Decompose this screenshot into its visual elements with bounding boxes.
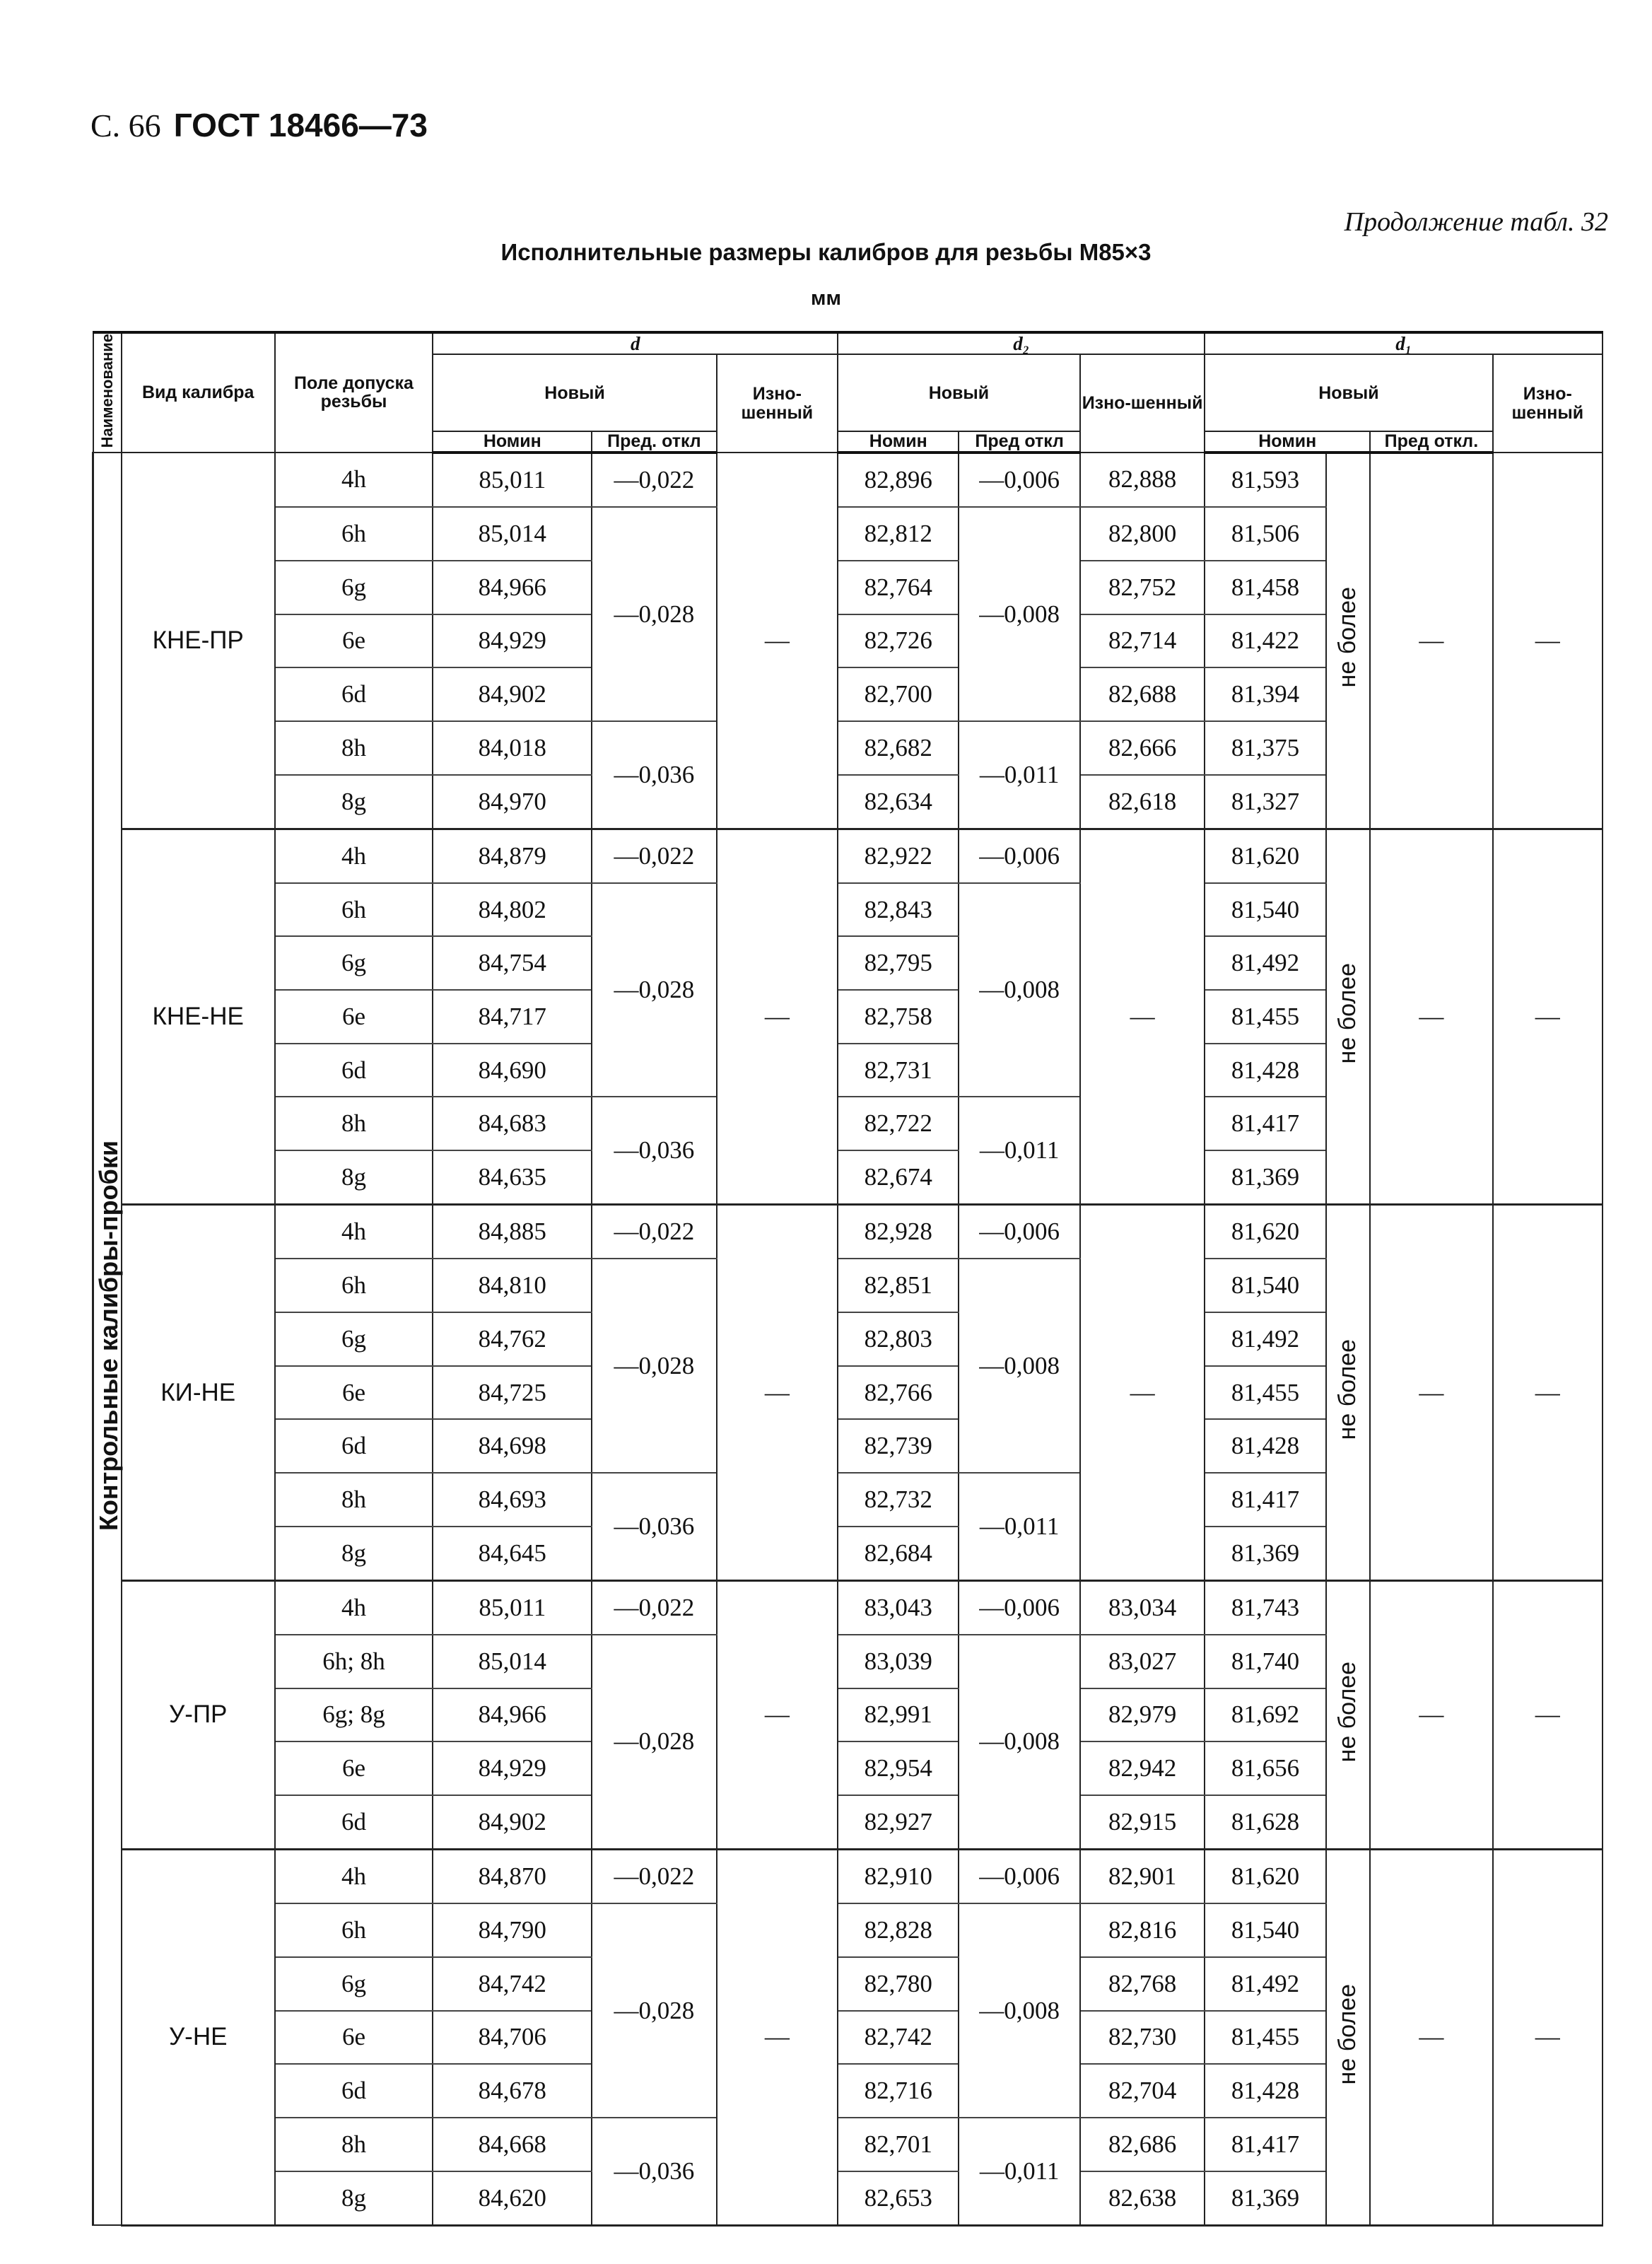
d2-nominal: 82,928 (838, 1205, 959, 1259)
not-more-note: не более (1326, 829, 1371, 1205)
d1-nominal: 81,692 (1205, 1688, 1325, 1742)
d-nominal: 84,966 (433, 561, 592, 614)
d1-deviation: — (1370, 1205, 1492, 1581)
d2-deviation: —0,008 (959, 883, 1079, 1097)
d-nominal: 84,693 (433, 1473, 592, 1527)
tolerance-field: 6h; 8h (275, 1635, 433, 1688)
d2-nominal: 82,896 (838, 453, 959, 507)
d-nominal: 84,790 (433, 1903, 592, 1957)
tolerance-field: 6h (275, 1259, 433, 1312)
d1-nominal: 81,540 (1205, 1903, 1325, 1957)
d-nominal: 84,879 (433, 829, 592, 883)
d1-nominal: 81,369 (1205, 2171, 1325, 2226)
d2-worn: 82,704 (1080, 2064, 1205, 2118)
d-worn: — (717, 829, 838, 1205)
d2-worn: 82,666 (1080, 721, 1205, 775)
d2-nominal: 82,795 (838, 936, 959, 990)
d2-worn: 82,942 (1080, 1741, 1205, 1795)
d-nominal: 84,668 (433, 2118, 592, 2171)
d1-nominal: 81,369 (1205, 1150, 1325, 1205)
d2-nominal: 82,812 (838, 507, 959, 561)
not-more-note: не более (1326, 1580, 1371, 1849)
d2-nominal: 82,922 (838, 829, 959, 883)
d1-nominal: 81,394 (1205, 667, 1325, 721)
d2-deviation: —0,006 (959, 1850, 1079, 1904)
d2-worn: 83,034 (1080, 1580, 1205, 1635)
d-nominal: 84,754 (433, 936, 592, 990)
d1-deviation: — (1370, 829, 1492, 1205)
d-deviation: —0,022 (592, 1580, 716, 1635)
d1-worn: — (1493, 1850, 1603, 2226)
d1-nominal: 81,327 (1205, 775, 1325, 829)
d-nominal: 85,014 (433, 1635, 592, 1688)
gauge-type: КНЕ-ПР (122, 453, 275, 829)
d2-nominal: 82,927 (838, 1795, 959, 1850)
tolerance-field: 8h (275, 1473, 433, 1527)
tolerance-field: 8h (275, 721, 433, 775)
table-title: Исполнительные размеры калибров для резьбы М85×3 (500, 239, 1152, 265)
d-deviation: —0,028 (592, 1903, 716, 2118)
d1-nominal: 81,743 (1205, 1580, 1325, 1635)
d2-worn: 82,816 (1080, 1903, 1205, 1957)
d1-nominal: 81,417 (1205, 1097, 1325, 1150)
tolerance-field: 6d (275, 667, 433, 721)
tolerance-field: 4h (275, 829, 433, 883)
d1-nominal: 81,428 (1205, 1044, 1325, 1097)
tolerance-field: 8g (275, 775, 433, 829)
d2-worn: 82,901 (1080, 1850, 1205, 1904)
table-body (93, 453, 1603, 2226)
column-header-d-new: Новый (433, 354, 716, 431)
d2-nominal: 82,634 (838, 775, 959, 829)
column-header-d1-deviation: Пред откл. (1370, 431, 1492, 452)
d-nominal: 84,870 (433, 1850, 592, 1904)
d2-worn: 82,688 (1080, 667, 1205, 721)
table-units: мм (811, 287, 841, 310)
d2-deviation: —0,008 (959, 1259, 1079, 1473)
d-deviation: —0,028 (592, 1259, 716, 1473)
d2-nominal: 82,954 (838, 1741, 959, 1795)
column-header-d-worn: Изно-шенный (717, 354, 838, 452)
column-header-d2-worn: Изно-шенный (1080, 354, 1205, 452)
d2-nominal: 82,843 (838, 883, 959, 937)
d2-nominal: 82,732 (838, 1473, 959, 1527)
d-nominal: 84,810 (433, 1259, 592, 1312)
d-deviation: —0,028 (592, 1635, 716, 1850)
tolerance-field: 4h (275, 1580, 433, 1635)
d1-nominal: 81,455 (1205, 1366, 1325, 1420)
d1-nominal: 81,620 (1205, 1205, 1325, 1259)
d1-nominal: 81,492 (1205, 1957, 1325, 2011)
d1-nominal: 81,369 (1205, 1527, 1325, 1581)
d2-nominal: 82,722 (838, 1097, 959, 1150)
tolerance-field: 6e (275, 1741, 433, 1795)
d2-nominal: 83,039 (838, 1635, 959, 1688)
standard-number: ГОСТ 18466—73 (173, 107, 428, 144)
d2-nominal: 82,716 (838, 2064, 959, 2118)
d1-worn: — (1493, 1580, 1603, 1849)
d2-worn: 82,638 (1080, 2171, 1205, 2226)
d2-worn: 82,888 (1080, 453, 1205, 507)
table-continuation-note: Продолжение табл. 32 (1344, 207, 1608, 237)
tolerance-field: 6d (275, 1044, 433, 1097)
d-deviation: —0,022 (592, 829, 716, 883)
column-group-d2: d₂ (838, 332, 1205, 354)
d2-nominal: 82,653 (838, 2171, 959, 2226)
d-nominal: 84,620 (433, 2171, 592, 2226)
d2-worn: 82,686 (1080, 2118, 1205, 2171)
column-header-d-deviation: Пред. откл (592, 431, 716, 452)
tolerance-field: 6e (275, 990, 433, 1044)
d1-deviation: — (1370, 1850, 1492, 2226)
tolerance-field: 4h (275, 1205, 433, 1259)
d-nominal: 84,742 (433, 1957, 592, 2011)
d2-deviation: —0,011 (959, 1473, 1079, 1580)
d2-worn: 82,730 (1080, 2011, 1205, 2065)
tolerance-field: 6g (275, 1312, 433, 1366)
tolerance-field: 6d (275, 1795, 433, 1850)
d2-nominal: 82,803 (838, 1312, 959, 1366)
d1-nominal: 81,458 (1205, 561, 1325, 614)
tolerance-field: 6g (275, 936, 433, 990)
d2-nominal: 82,742 (838, 2011, 959, 2065)
d2-deviation: —0,008 (959, 507, 1079, 721)
column-header-d2-new: Новый (838, 354, 1080, 431)
tolerance-field: 6g (275, 561, 433, 614)
d-nominal: 84,966 (433, 1688, 592, 1742)
tolerance-field: 8g (275, 2171, 433, 2226)
d-nominal: 84,018 (433, 721, 592, 775)
d1-nominal: 81,428 (1205, 2064, 1325, 2118)
d-deviation: —0,022 (592, 1205, 716, 1259)
d-worn: — (717, 453, 838, 829)
d2-nominal: 82,764 (838, 561, 959, 614)
d2-nominal: 82,766 (838, 1366, 959, 1420)
tolerance-field: 8g (275, 1150, 433, 1205)
d-nominal: 85,014 (433, 507, 592, 561)
d-nominal: 84,885 (433, 1205, 592, 1259)
page-header (90, 106, 428, 144)
d1-nominal: 81,422 (1205, 614, 1325, 668)
d1-nominal: 81,428 (1205, 1419, 1325, 1473)
d-nominal: 84,635 (433, 1150, 592, 1205)
d1-nominal: 81,455 (1205, 2011, 1325, 2065)
d-nominal: 84,929 (433, 1741, 592, 1795)
tolerance-field: 6h (275, 1903, 433, 1957)
d2-nominal: 83,043 (838, 1580, 959, 1635)
d1-nominal: 81,740 (1205, 1635, 1325, 1688)
d2-nominal: 82,828 (838, 1903, 959, 1957)
d1-worn: — (1493, 453, 1603, 829)
d2-nominal: 82,758 (838, 990, 959, 1044)
d2-worn: 82,800 (1080, 507, 1205, 561)
d2-nominal: 82,731 (838, 1044, 959, 1097)
d1-nominal: 81,417 (1205, 1473, 1325, 1527)
gauge-type: У-ПР (122, 1580, 275, 1849)
d-nominal: 84,678 (433, 2064, 592, 2118)
d1-nominal: 81,492 (1205, 936, 1325, 990)
gauge-dimensions-table (92, 331, 1603, 2227)
d1-worn: — (1493, 1205, 1603, 1581)
gauge-type: У-НЕ (122, 1850, 275, 2226)
d-nominal: 84,929 (433, 614, 592, 668)
d-worn: — (717, 1580, 838, 1849)
d2-nominal: 82,910 (838, 1850, 959, 1904)
d2-worn: — (1080, 829, 1205, 1205)
d-nominal: 84,725 (433, 1366, 592, 1420)
tolerance-field: 4h (275, 1850, 433, 1904)
d-nominal: 85,011 (433, 453, 592, 507)
column-header-d1-worn: Изно-шенный (1493, 354, 1603, 452)
d1-nominal: 81,540 (1205, 1259, 1325, 1312)
d2-nominal: 82,726 (838, 614, 959, 668)
page-number: С. 66 (90, 107, 161, 144)
side-label: Контрольные калибры-пробки (93, 453, 122, 2226)
d2-nominal: 82,851 (838, 1259, 959, 1312)
tolerance-field: 8h (275, 2118, 433, 2171)
d1-nominal: 81,620 (1205, 829, 1325, 883)
d2-deviation: —0,006 (959, 453, 1079, 507)
d-deviation: —0,028 (592, 507, 716, 721)
d1-nominal: 81,375 (1205, 721, 1325, 775)
column-group-d1: d₁ (1205, 332, 1603, 354)
d2-deviation: —0,006 (959, 1205, 1079, 1259)
d2-worn: 83,027 (1080, 1635, 1205, 1688)
d-deviation: —0,022 (592, 453, 716, 507)
tolerance-field: 6e (275, 614, 433, 668)
d2-nominal: 82,780 (838, 1957, 959, 2011)
tolerance-field: 6h (275, 507, 433, 561)
d-deviation: —0,036 (592, 2118, 716, 2225)
d2-worn: 82,979 (1080, 1688, 1205, 1742)
d-nominal: 84,802 (433, 883, 592, 937)
d2-deviation: —0,006 (959, 829, 1079, 883)
d2-deviation: —0,011 (959, 2118, 1079, 2225)
column-header-type: Вид калибра (122, 332, 275, 453)
tolerance-field: 4h (275, 453, 433, 507)
d1-nominal: 81,593 (1205, 453, 1325, 507)
d-nominal: 84,683 (433, 1097, 592, 1150)
column-group-d: d (433, 332, 838, 354)
d2-nominal: 82,701 (838, 2118, 959, 2171)
d1-nominal: 81,455 (1205, 990, 1325, 1044)
d-nominal: 85,011 (433, 1580, 592, 1635)
d-deviation: —0,036 (592, 1473, 716, 1580)
column-header-name: Наименование (93, 332, 122, 453)
d-deviation: —0,022 (592, 1850, 716, 1904)
d-nominal: 84,645 (433, 1527, 592, 1581)
d-nominal: 84,902 (433, 1795, 592, 1850)
d2-worn: 82,752 (1080, 561, 1205, 614)
d-nominal: 84,706 (433, 2011, 592, 2065)
d1-nominal: 81,492 (1205, 1312, 1325, 1366)
d2-nominal: 82,739 (838, 1419, 959, 1473)
column-header-d1-nominal: Номин (1205, 431, 1370, 452)
tolerance-field: 6g; 8g (275, 1688, 433, 1742)
d2-worn: 82,915 (1080, 1795, 1205, 1850)
column-header-d2-deviation: Пред откл (959, 431, 1079, 452)
tolerance-field: 6g (275, 1957, 433, 2011)
not-more-note: не более (1326, 453, 1371, 829)
d-nominal: 84,690 (433, 1044, 592, 1097)
tolerance-field: 6d (275, 2064, 433, 2118)
tolerance-field: 6e (275, 1366, 433, 1420)
d2-worn: — (1080, 1205, 1205, 1581)
d-worn: — (717, 1850, 838, 2226)
gauge-type: КНЕ-НЕ (122, 829, 275, 1205)
d-deviation: —0,036 (592, 1097, 716, 1204)
d2-worn: 82,768 (1080, 1957, 1205, 2011)
d2-nominal: 82,684 (838, 1527, 959, 1581)
d-nominal: 84,762 (433, 1312, 592, 1366)
d1-nominal: 81,620 (1205, 1850, 1325, 1904)
column-header-d-nominal: Номин (433, 431, 592, 452)
d1-nominal: 81,628 (1205, 1795, 1325, 1850)
tolerance-field: 6e (275, 2011, 433, 2065)
d2-deviation: —0,006 (959, 1580, 1079, 1635)
not-more-note: не более (1326, 1205, 1371, 1581)
tolerance-field: 8g (275, 1527, 433, 1581)
d2-worn: 82,714 (1080, 614, 1205, 668)
d2-worn: 82,618 (1080, 775, 1205, 829)
d-deviation: —0,036 (592, 721, 716, 829)
column-header-field: Поле допуска резьбы (275, 332, 433, 453)
tolerance-field: 6h (275, 883, 433, 937)
d2-deviation: —0,011 (959, 721, 1079, 829)
d2-deviation: —0,011 (959, 1097, 1079, 1204)
d2-deviation: —0,008 (959, 1635, 1079, 1850)
d1-nominal: 81,656 (1205, 1741, 1325, 1795)
d1-nominal: 81,417 (1205, 2118, 1325, 2171)
d2-deviation: —0,008 (959, 1903, 1079, 2118)
not-more-note: не более (1326, 1850, 1371, 2226)
d1-worn: — (1493, 829, 1603, 1205)
d1-deviation: — (1370, 453, 1492, 829)
d2-nominal: 82,700 (838, 667, 959, 721)
d-nominal: 84,698 (433, 1419, 592, 1473)
d-worn: — (717, 1205, 838, 1581)
tolerance-field: 6d (275, 1419, 433, 1473)
column-header-d1-new: Новый (1205, 354, 1492, 431)
d1-deviation: — (1370, 1580, 1492, 1849)
d2-nominal: 82,682 (838, 721, 959, 775)
d2-nominal: 82,674 (838, 1150, 959, 1205)
d1-nominal: 81,540 (1205, 883, 1325, 937)
d1-nominal: 81,506 (1205, 507, 1325, 561)
d2-nominal: 82,991 (838, 1688, 959, 1742)
column-header-d2-nominal: Номин (838, 431, 959, 452)
d-nominal: 84,717 (433, 990, 592, 1044)
d-nominal: 84,970 (433, 775, 592, 829)
d-nominal: 84,902 (433, 667, 592, 721)
gauge-type: КИ-НЕ (122, 1205, 275, 1581)
d-deviation: —0,028 (592, 883, 716, 1097)
tolerance-field: 8h (275, 1097, 433, 1150)
